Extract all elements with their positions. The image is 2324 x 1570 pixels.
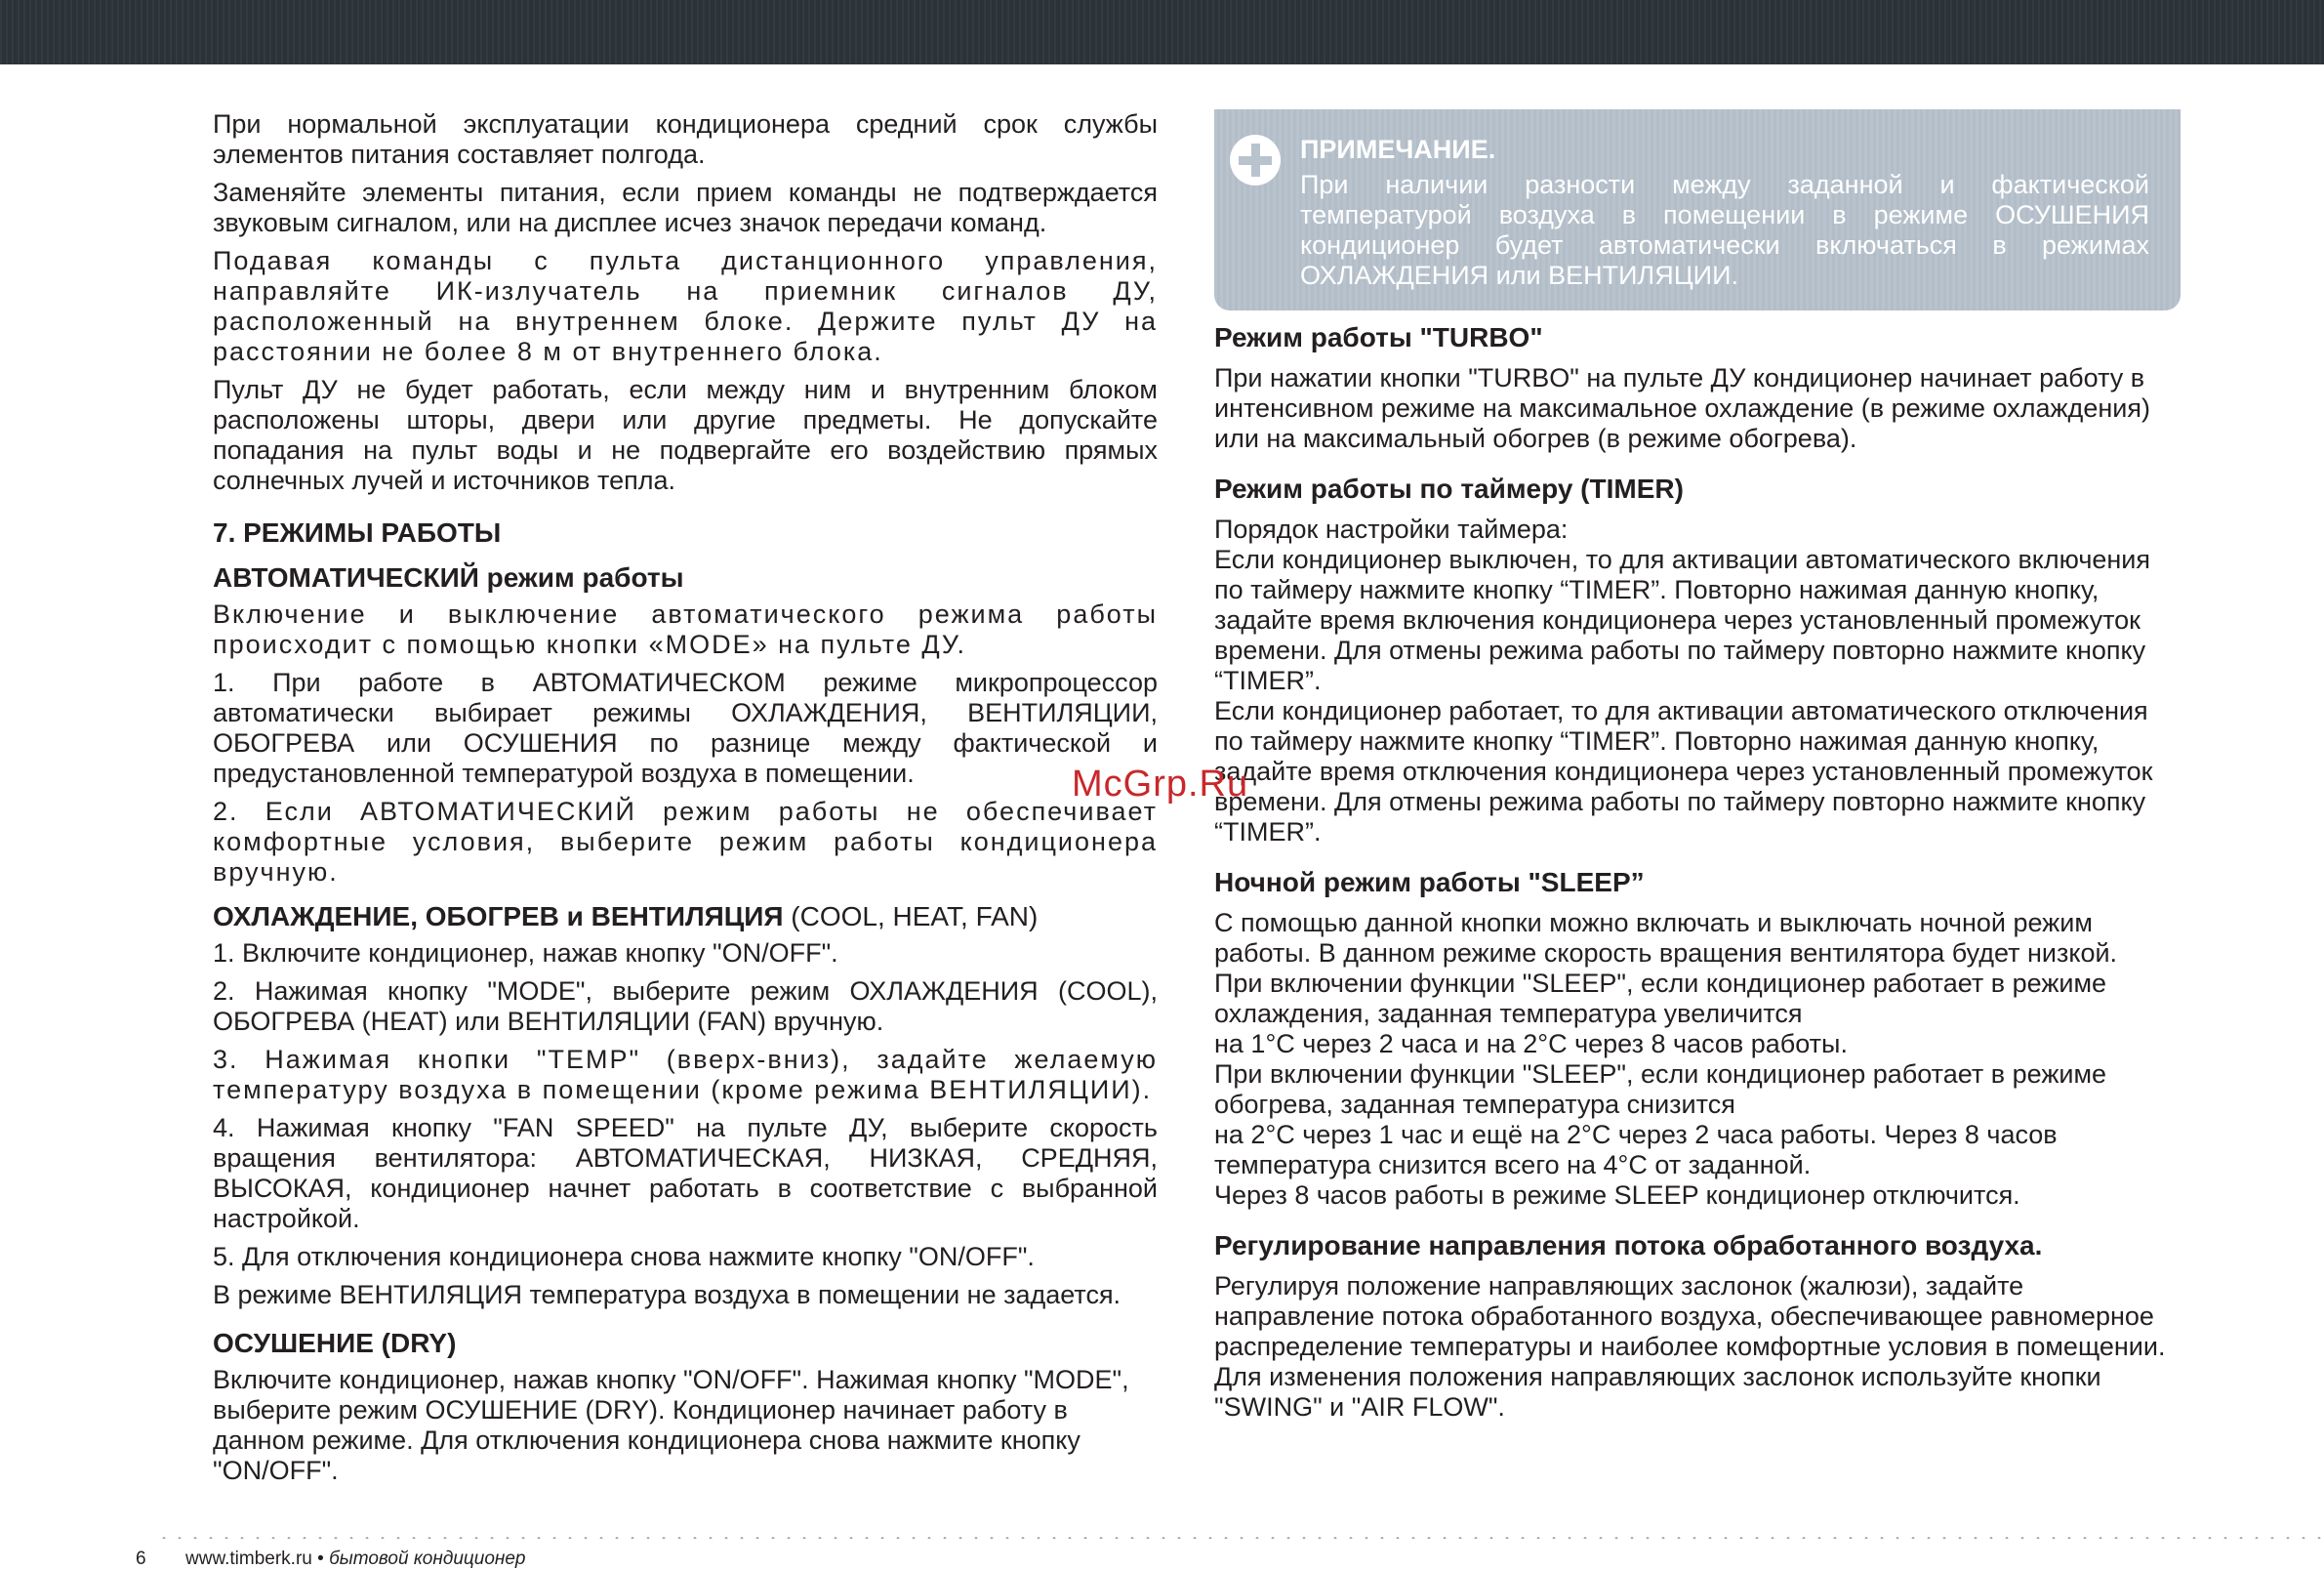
- dry-mode-title: ОСУШЕНИЕ (DRY): [213, 1328, 457, 1358]
- intro-paragraph: При нормальной эксплуатации кондиционера средний срок службы элементов питания составляет полгода.: [213, 109, 1158, 169]
- watermark: McGrp.Ru: [1072, 764, 1249, 805]
- note-box: [1214, 109, 2181, 310]
- page-number: 6: [136, 1549, 146, 1569]
- plus-icon: [1230, 135, 1281, 186]
- footer-divider: [156, 1537, 2323, 1539]
- sleep-line: на 2°С через 1 час и ещё на 2°С через 2 часа работы. Через 8 часов температура снизится всего на 4°С от заданной.: [1214, 1120, 2058, 1179]
- airflow-block: [1214, 1230, 2181, 1423]
- footer-separator: •: [311, 1549, 330, 1569]
- airflow-text: Регулируя положение направляющих заслонок (жалюзи), задайте направление потока обработанного воздуха, обеспечивающее равномерное распределение температуры и наиболее комфортные условия в помещении. Для изменения положения направляющих заслонок используйте кнопки "SWING" и "AIR FLOW".: [1214, 1271, 2166, 1422]
- timer-title: Режим работы по таймеру (TIMER): [1214, 474, 1684, 504]
- cool-heat-fan-title: [213, 901, 1158, 932]
- cool-paragraph: 2. Нажимая кнопку "MODE", выберите режим ОХЛАЖДЕНИЯ (COOL), ОБОГРЕВА (HEAT) или ВЕНТИЛЯЦИИ (FAN) вручную.: [213, 976, 1158, 1036]
- timer-line: Если кондиционер работает, то для активации автоматического отключения по таймеру нажмите кнопку “TIMER”. Повторно нажимая данную кнопку, задайте время отключения кондиционера через установленный промежуток времени. Для отмены режима работы по таймеру повторно нажмите кнопку “TIMER”.: [1214, 696, 2153, 847]
- timer-block: [1214, 474, 2181, 847]
- cool-title-bold: ОХЛАЖДЕНИЕ, ОБОГРЕВ и ВЕНТИЛЯЦИЯ: [213, 901, 784, 931]
- intro-paragraph: Пульт ДУ не будет работать, если между ним и внутренним блоком расположены шторы, двери или другие предметы. Не допускайте попадания на пульт воды и не подвергайте его воздействию прямых солнечных лучей и источников тепла.: [213, 375, 1158, 495]
- cool-title-normal: (COOL, HEAT, FAN): [783, 901, 1039, 931]
- auto-mode-title: АВТОМАТИЧЕСКИЙ режим работы: [213, 562, 684, 593]
- sleep-line: При включении функции "SLEEP", если кондиционер работает в режиме обогрева, заданная температура снизится: [1214, 1059, 2107, 1119]
- turbo-block: [1214, 322, 2181, 454]
- auto-paragraph: 1. При работе в АВТОМАТИЧЕСКОМ режиме микропроцессор автоматически выбирает режимы ОХЛАЖДЕНИЯ, ВЕНТИЛЯЦИИ, ОБОГРЕВА или ОСУШЕНИЯ по разнице между фактической и предустановленной температурой воздуха в помещении.: [213, 668, 1158, 788]
- timer-line: Порядок настройки таймера:: [1214, 515, 1569, 544]
- right-column: [1214, 109, 2181, 1442]
- sleep-block: [1214, 867, 2181, 1211]
- cool-paragraph: 4. Нажимая кнопку "FAN SPEED" на пульте ДУ, выберите скорость вращения вентилятора: АВТОМАТИЧЕСКАЯ, НИЗКАЯ, СРЕДНЯЯ, ВЫСОКАЯ, кондиционер начнет работать в соответствие с выбранной настройкой.: [213, 1113, 1158, 1233]
- auto-paragraph: 2. Если АВТОМАТИЧЕСКИЙ режим работы не обеспечивает комфортные условия, выберите режим работы кондиционера вручную.: [213, 797, 1158, 887]
- turbo-text: При нажатии кнопки "TURBO" на пульте ДУ кондиционер начинает работу в интенсивном режиме на максимальное охлаждение (в режиме охлаждения) или на максимальный обогрев (в режиме обогрева).: [1214, 363, 2150, 453]
- cool-paragraph: 1. Включите кондиционер, нажав кнопку "ON/OFF".: [213, 938, 838, 968]
- auto-paragraph: Включение и выключение автоматического режима работы происходит с помощью кнопки «MODE» на пульте ДУ.: [213, 599, 1158, 659]
- section-title: 7. РЕЖИМЫ РАБОТЫ: [213, 517, 502, 548]
- dry-paragraph: Включите кондиционер, нажав кнопку "ON/OFF". Нажимая кнопку "MODE", выберите режим ОСУШЕНИЕ (DRY). Кондиционер начинает работу в данном режиме. Для отключения кондиционера снова нажмите кнопку "ON/OFF".: [213, 1365, 1129, 1485]
- footer-text: [185, 1549, 526, 1570]
- cool-paragraph: В режиме ВЕНТИЛЯЦИЯ температура воздуха в помещении не задается.: [213, 1280, 1121, 1309]
- turbo-title: Режим работы "TURBO": [1214, 322, 1543, 352]
- sleep-line: При включении функции "SLEEP", если кондиционер работает в режиме охлаждения, заданная температура увеличится: [1214, 969, 2107, 1028]
- footer-site: www.timberk.ru: [185, 1549, 312, 1569]
- note-title: ПРИМЕЧАНИЕ.: [1300, 135, 1496, 164]
- airflow-title: Регулирование направления потока обработанного воздуха.: [1214, 1230, 2043, 1260]
- footer-subtitle: бытовой кондиционер: [329, 1549, 526, 1569]
- sleep-line: на 1°С через 2 часа и на 2°С через 8 часов работы.: [1214, 1029, 1848, 1058]
- timer-line: Если кондиционер выключен, то для активации автоматического включения по таймеру нажмите кнопку “TIMER”. Повторно нажимая данную кнопку, задайте время включения кондиционера через установленный промежуток времени. Для отмены режима работы по таймеру повторно нажмите кнопку “TIMER”.: [1214, 545, 2151, 695]
- intro-paragraph: Подавая команды с пульта дистанционного управления, направляйте ИК-излучатель на приемник сигналов ДУ, расположенный на внутреннем блоке. Держите пульт ДУ на расстоянии не более 8 м от внутреннего блока.: [213, 246, 1158, 366]
- sleep-line: С помощью данной кнопки можно включать и выключать ночной режим работы. В данном режиме скорость вращения вентилятора будет низкой.: [1214, 908, 2118, 968]
- cool-paragraph: 5. Для отключения кондиционера снова нажмите кнопку "ON/OFF".: [213, 1242, 1035, 1271]
- intro-paragraph: Заменяйте элементы питания, если прием команды не подтверждается звуковым сигналом, или на дисплее исчез значок передачи команд.: [213, 178, 1158, 237]
- left-column: [213, 109, 1158, 1494]
- note-text: При наличии разности между заданной и фактической температурой воздуха в помещении в режиме ОСУШЕНИЯ кондиционер будет автоматически включаться в режимах ОХЛАЖДЕНИЯ или ВЕНТИЛЯЦИИ.: [1300, 170, 2149, 290]
- sleep-title: Ночной режим работы "SLEEP”: [1214, 867, 1645, 897]
- sleep-line: Через 8 часов работы в режиме SLEEP кондиционер отключится.: [1214, 1180, 2020, 1210]
- cool-paragraph: 3. Нажимая кнопки "TEMP" (вверх-вниз), задайте желаемую температуру воздуха в помещении (кроме режима ВЕНТИЛЯЦИИ).: [213, 1045, 1158, 1104]
- header-bar: [0, 0, 2324, 64]
